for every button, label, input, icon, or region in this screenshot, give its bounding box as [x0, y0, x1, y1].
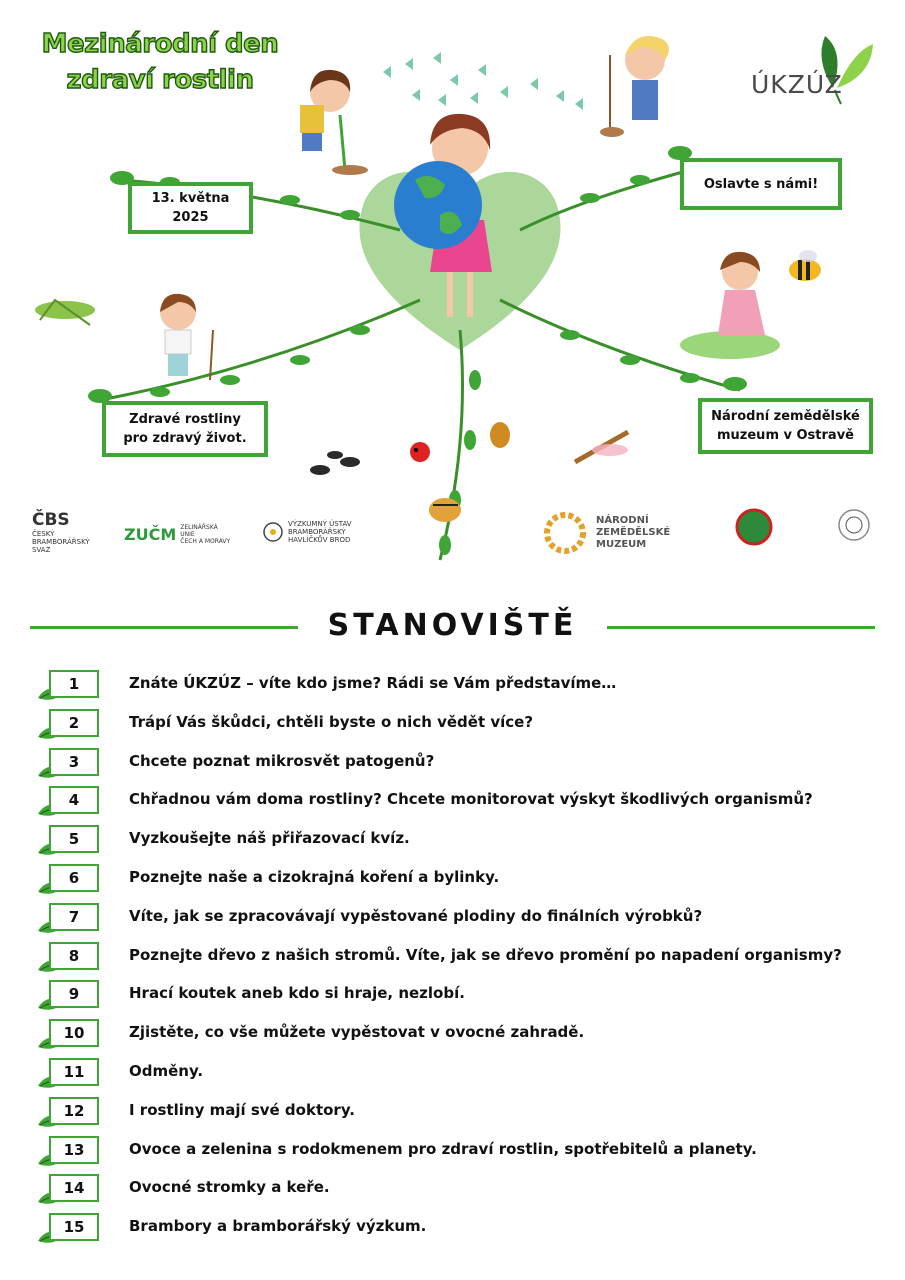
kid-bottom-right: [680, 252, 780, 359]
station-row: [36, 1174, 886, 1206]
date-callout: [128, 182, 253, 234]
station-number: 12: [49, 1097, 99, 1125]
wreath-icon: [540, 508, 590, 558]
station-row: [36, 903, 886, 935]
station-text: Hrací koutek aneb kdo si hraje, nezlobí.: [129, 984, 465, 1003]
station-text: Chřadnou vám doma rostliny? Chcete monitorovat výskyt škodlivých organismů?: [129, 790, 813, 809]
station-number: 13: [49, 1136, 99, 1164]
flower-icon: [262, 521, 284, 543]
station-text: Odměny.: [129, 1062, 204, 1080]
illustration-scene: [0, 0, 905, 570]
station-number: 1: [49, 670, 99, 698]
section-title: STANOVIŠTĚ: [327, 608, 578, 643]
sponsor-vubhb-sub2: HAVLÍČKŮV BROD: [288, 536, 351, 544]
museum-callout: [698, 398, 873, 454]
potato-beetle-icon: [429, 498, 461, 522]
sponsor-zucm-sub1: ZELINÁŘSKÁ UNIE: [180, 524, 218, 538]
logo-text: ÚKZÚZ: [751, 70, 843, 99]
station-text: Brambory a bramborářský výzkum.: [129, 1217, 427, 1236]
grasshopper-icon: [35, 300, 95, 325]
station-number: 15: [49, 1213, 99, 1241]
section-divider-left: [30, 626, 298, 629]
station-text: Trápí Vás škůdci, chtěli byste o nich vědět více?: [129, 712, 534, 731]
station-row: [36, 942, 886, 974]
kid-top-left: [300, 70, 368, 175]
sponsor-vubhb-name: VÝZKUMNÝ ÚSTAV: [288, 520, 352, 528]
station-row: [36, 980, 886, 1012]
station-row: [36, 864, 886, 896]
sponsor-zucm-sub2: ČECH A MORAVY: [180, 538, 231, 545]
station-text: Víte, jak se zpracovávají vypěstované plodiny do finálních výrobků?: [129, 906, 703, 925]
station-number: 7: [49, 903, 99, 931]
sponsor-vubhb-sub1: BRAMBORÁŘSKÝ: [288, 528, 346, 536]
ladybug-icon: [410, 442, 430, 462]
station-number: 6: [49, 864, 99, 892]
sponsor-cbs-sub1: ČESKÝ: [32, 530, 55, 538]
station-number: 5: [49, 825, 99, 853]
beetle-icon: [490, 422, 510, 448]
station-number: 14: [49, 1174, 99, 1202]
health-line-1: Zdravé rostliny: [129, 412, 241, 427]
station-row: [36, 786, 886, 818]
station-text: Ovocné stromky a keře.: [129, 1178, 330, 1197]
station-row: [36, 748, 886, 780]
station-row: [36, 709, 886, 741]
station-text: Ovoce a zelenina s rodokmenem pro zdraví rostlin, spotřebitelů a planety.: [129, 1139, 757, 1158]
butterflies-icon: [383, 52, 583, 110]
station-text: Poznejte dřevo z našich stromů. Víte, jak se dřevo promění po napadení organismy?: [129, 945, 842, 964]
sponsor-cbs-name: ČBS: [32, 510, 70, 530]
station-row: [36, 1058, 886, 1090]
station-number: 10: [49, 1019, 99, 1047]
apple-badge-icon: [734, 507, 774, 547]
healthy-plants-callout: [102, 401, 268, 457]
sponsor-nzm-sub2: MUZEUM: [596, 539, 647, 550]
museum-line-1: Národní zemědělské: [711, 409, 860, 424]
station-number: 9: [49, 980, 99, 1008]
station-row: [36, 1097, 886, 1129]
round-seal-icon: [836, 507, 872, 543]
station-number: 3: [49, 748, 99, 776]
museum-line-2: muzeum v Ostravě: [717, 428, 854, 443]
station-row: [36, 1019, 886, 1051]
sponsor-zucm-name: ZUČM: [124, 524, 177, 544]
station-row: [36, 1136, 886, 1168]
bee-icon: [789, 250, 821, 281]
health-line-2: pro zdravý život.: [123, 431, 247, 446]
section-divider-right: [607, 626, 875, 629]
station-number: 4: [49, 786, 99, 814]
sponsor-nzm-sub1: ZEMĚDĚLSKÉ: [596, 527, 671, 538]
dragonfly-icon: [575, 432, 628, 462]
station-text: I rostliny mají své doktory.: [129, 1100, 355, 1119]
ants-icon: [310, 451, 360, 475]
sponsor-vubhb: [262, 520, 372, 544]
station-text: Vyzkoušejte náš přiřazovací kvíz.: [129, 829, 410, 848]
celebrate-callout: [680, 158, 842, 210]
sponsor-zucm: [124, 524, 234, 545]
sponsor-cbs: [32, 510, 92, 554]
sponsor-cbs-sub2: BRAMBORÁŘSKÝ SVAZ: [32, 538, 90, 554]
station-number: 8: [49, 942, 99, 970]
station-row: [36, 670, 886, 702]
station-number: 2: [49, 709, 99, 737]
station-row: [36, 825, 886, 857]
date-line-2: 2025: [172, 210, 209, 225]
kid-bottom-left: [160, 294, 213, 380]
station-text: Zjistěte, co vše můžete vypěstovat v ovocné zahradě.: [129, 1023, 585, 1042]
station-text: Poznejte naše a cizokrajná koření a bylinky.: [129, 868, 500, 886]
date-line-1: 13. května: [151, 191, 230, 206]
sponsor-nzm-name: NÁRODNÍ: [596, 515, 649, 526]
station-text: Chcete poznat mikrosvět patogenů?: [129, 751, 435, 770]
celebrate-text: Oslavte s námi!: [703, 176, 819, 192]
kid-top-right: [600, 36, 669, 137]
title-line-2: zdraví rostlin: [66, 65, 254, 95]
station-row: [36, 1213, 886, 1245]
title-line-1: Mezinárodní den: [41, 29, 279, 59]
station-text: Znáte ÚKZÚZ – víte kdo jsme? Rádi se Vám představíme…: [129, 674, 617, 692]
station-number: 11: [49, 1058, 99, 1086]
sponsor-nzm: [540, 508, 680, 558]
